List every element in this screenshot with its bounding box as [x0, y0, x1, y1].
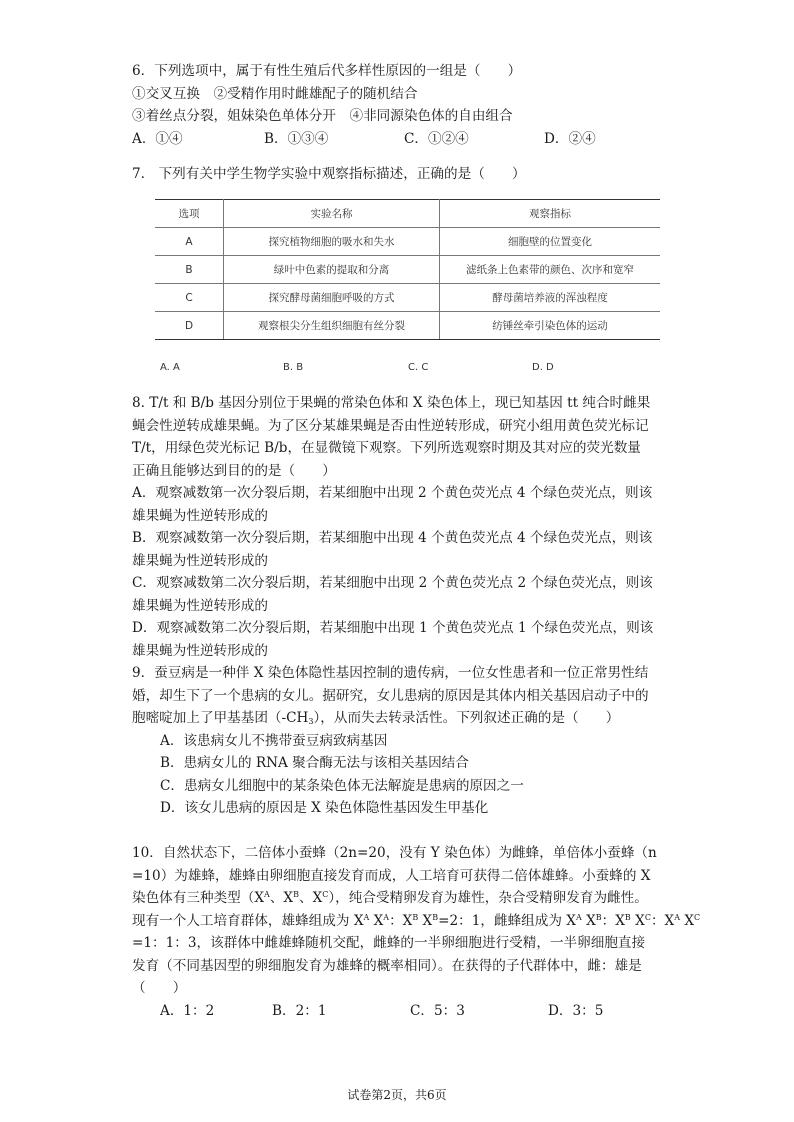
question-6: [132, 60, 672, 150]
q6-stem: 6．下列选项中，属于有性生殖后代多样性原因的一组是（ ）: [132, 63, 522, 79]
q6-option-b: B．①③④: [264, 130, 329, 147]
q10-text: X: [418, 912, 433, 929]
q10-options: [132, 1000, 672, 1023]
q10-text: =2：1，雌蜂组成为 X: [438, 912, 576, 929]
q8-line: T/t，用绿色荧光标记 B/b，在显微镜下观察。下列所选观察时期及其对应的荧光数量: [132, 440, 641, 456]
table-cell: D: [155, 312, 224, 340]
question-8: [132, 392, 672, 662]
table-cell: 滤纸条上色素带的颜色、次序和宽窄: [440, 256, 661, 284]
q10-sup: A: [575, 912, 582, 922]
q8-option-c-cont: 雄果蝇为性逆转形成的: [132, 597, 268, 614]
q10-text: 现有一个人工培育群体，雄蜂组成为 X: [132, 912, 364, 929]
table-header: 选项: [155, 200, 224, 228]
q9-option-b: B．患病女儿的 RNA 聚合酶无法与该相关基因结合: [160, 755, 469, 771]
q6-statement-line-2: ③着丝点分裂，姐妹染色单体分开 ④非同源染色体的自由组合: [132, 108, 513, 124]
q8-option-d: D．观察减数第二次分裂后期，若某细胞中出现 1 个黄色荧光点 1 个绿色荧光点，则该: [132, 620, 654, 636]
q10-line: [132, 887, 672, 910]
q10-sup: B: [432, 912, 439, 922]
q10-line: [132, 910, 701, 933]
q10-line: =1：1：3，该群体中雌雄蜂随机交配，雌蜂的一半卵细胞进行受精，一半卵细胞直接: [132, 935, 646, 951]
table-cell: 细胞壁的位置变化: [440, 228, 661, 256]
q6-options: [132, 128, 672, 151]
q10-option-b: B．2：1: [272, 1002, 327, 1019]
q9-line3-post: ），从而失去转录活性。下列叙述正确的是（ ）: [313, 710, 620, 726]
q9-line: 9．蚕豆病是一种伴 X 染色体隐性基因控制的遗传病，一位女性患者和一位正常男性结: [132, 665, 649, 681]
q10-text: ：X: [389, 912, 413, 929]
q6-statement-line-1: ①交叉互换 ②受精作用时雌雄配子的随机结合: [132, 85, 418, 102]
q10-text: ：X: [650, 912, 675, 929]
q9-option-d: D．该女儿患病的原因是 X 染色体隐性基因发生甲基化: [160, 800, 489, 816]
q10-sup: C: [644, 912, 651, 922]
q10-line: （ ）: [132, 980, 187, 996]
q10-sup: A: [363, 912, 370, 922]
table-row: [155, 228, 660, 256]
q7-option-c: C. C: [408, 362, 429, 373]
q10-option-d: D．3：5: [548, 1002, 604, 1019]
q10-sup: A: [383, 912, 390, 922]
question-7: [132, 163, 672, 186]
q10-sup: A: [674, 912, 680, 922]
q8-line: 蝇会性逆转成雄果蝇。为了区分某雄果蝇是否由性逆转形成，研究小组用黄色荧光标记: [132, 417, 649, 434]
table-cell: 观察根尖分生组织细胞有丝分裂: [224, 312, 440, 340]
q10-text: ），纯合受精卵发育为雄性，杂合受精卵发育为雌性。: [328, 890, 648, 906]
q7-option-d: D. D: [532, 362, 554, 373]
q10-sup: C: [322, 890, 329, 899]
table-header: 观察指标: [440, 200, 661, 228]
table-cell: A: [155, 228, 224, 256]
q10-text: ：X: [601, 912, 625, 929]
q10-line: =10）为雄蜂，雄蜂由卵细胞直接发育而成，人工培育可获得二倍体雄蜂。小蚕蜂的 X: [132, 867, 651, 884]
q10-text: X: [680, 912, 694, 929]
table-cell: 纺锤丝牵引染色体的运动: [440, 312, 661, 340]
q10-sup: A: [264, 890, 270, 899]
q8-line: 正确且能够达到目的的是（ ）: [132, 462, 336, 479]
table-row: [155, 284, 660, 312]
q7-stem: 7. 下列有关中学生物学实验中观察指标描述，正确的是（ ）: [132, 166, 526, 182]
q9-option-c: C．患病女儿细胞中的某条染色体无法解旋是患病的原因之一: [160, 777, 524, 794]
q10-line: 发育（不同基因型的卵细胞发育为雄蜂的概率相同）。在获得的子代群体中，雌：雄是: [132, 957, 642, 974]
q6-option-d: D．②④: [544, 130, 596, 147]
q10-sup: B: [624, 912, 631, 922]
table-cell: C: [155, 284, 224, 312]
table-row: [155, 256, 660, 284]
table-cell: 探究植物细胞的吸水和失水: [224, 228, 440, 256]
table-cell: 绿叶中色素的提取和分离: [224, 256, 440, 284]
q10-text: X: [581, 912, 596, 929]
q10-text: 、X: [269, 890, 294, 906]
table-header: 实验名称: [224, 200, 440, 228]
q7-option-b: B. B: [283, 362, 304, 373]
q8-option-c: C．观察减数第二次分裂后期，若某细胞中出现 2 个黄色荧光点 2 个绿色荧光点，则该: [132, 575, 653, 591]
q9-line: [132, 707, 672, 730]
q8-line: 8. T/t 和 B/b 基因分别位于果蝇的常染色体和 X 染色体上，现已知基因 tt 纯合时雌果: [132, 395, 651, 411]
q9-line: 婚，却生下了一个患病的女儿。据研究，女儿患病的原因是其体内相关基因启动子中的: [132, 687, 649, 704]
q10-text: 、X: [298, 890, 323, 906]
q10-option-c: C．5：3: [410, 1002, 465, 1019]
q6-option-c: C．①②④: [404, 130, 469, 147]
table-cell: 探究酵母菌细胞呼吸的方式: [224, 284, 440, 312]
q10-sup: B: [412, 912, 419, 922]
q10-text: X: [369, 912, 384, 929]
q7-option-a: A. A: [160, 362, 180, 373]
table-cell: B: [155, 256, 224, 284]
page-footer: 试卷第2页，共6页: [347, 1088, 447, 1102]
question-9: [132, 662, 672, 820]
q8-option-b-cont: 雄果蝇为性逆转形成的: [132, 552, 268, 569]
q10-sup: B: [293, 890, 299, 899]
q10-sup: C: [694, 912, 701, 922]
q9-subscript: 3: [308, 717, 314, 726]
q8-option-b: B．观察减数第一次分裂后期，若某细胞中出现 4 个黄色荧光点 4 个绿色荧光点，则该: [132, 530, 653, 546]
question-10: [132, 842, 701, 1022]
table-header-row: [155, 200, 660, 228]
q9-option-a: A．该患病女儿不携带蚕豆病致病基因: [160, 732, 388, 749]
q8-option-d-cont: 雄果蝇为性逆转形成的: [132, 642, 268, 659]
q8-option-a-cont: 雄果蝇为性逆转形成的: [132, 507, 268, 524]
q10-sup: B: [595, 912, 602, 922]
q8-option-a: A．观察减数第一次分裂后期，若某细胞中出现 2 个黄色荧光点 4 个绿色荧光点，则该: [132, 485, 653, 501]
table-row: [155, 312, 660, 340]
q6-option-a: A．①④: [132, 130, 183, 147]
q7-experiment-table: [155, 199, 660, 340]
q10-option-a: A．1：2: [160, 1002, 215, 1019]
q10-text: 染色体有三种类型（X: [132, 890, 265, 906]
q10-text: X: [630, 912, 645, 929]
q9-line3-pre: 胞嘧啶加上了甲基基团（-CH: [132, 710, 309, 726]
table-cell: 酵母菌培养液的浑浊程度: [440, 284, 661, 312]
q10-line: 10．自然状态下，二倍体小蚕蜂（2n=20，没有 Y 染色体）为雌蜂，单倍体小蚕蜂（n: [132, 845, 657, 861]
